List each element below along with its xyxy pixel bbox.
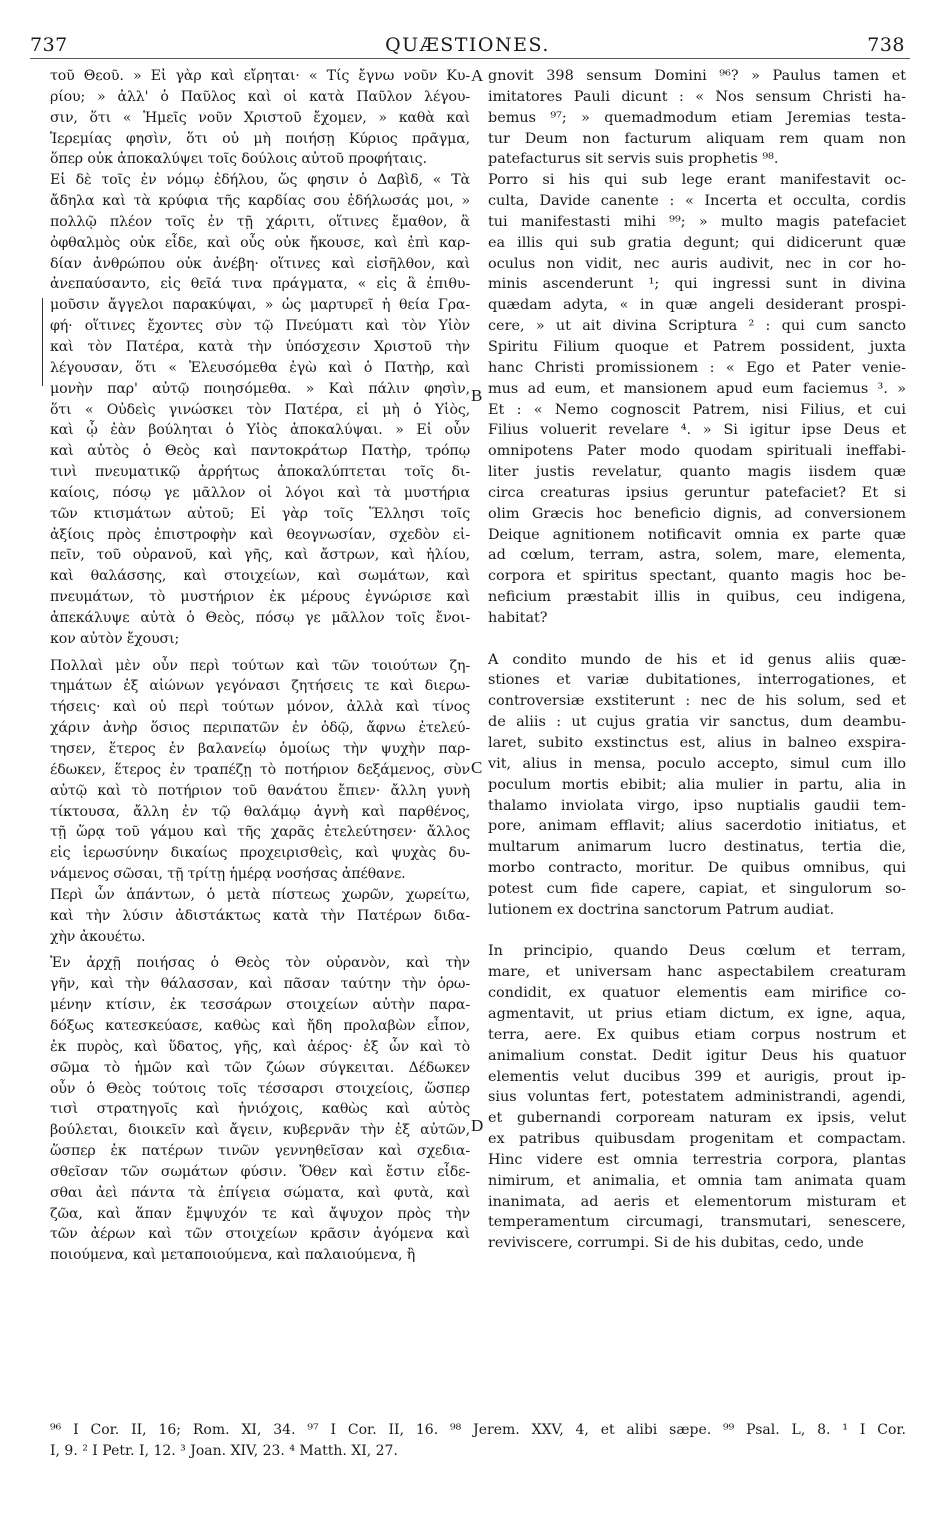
text-line: Ἱερεμίας φησὶν, ὅτι οὐ μὴ ποιήσῃ Κύριος πρᾶγμα, [50, 130, 470, 147]
text-line: gnovit 398 sensum Domini ⁹⁶? » Paulus tamen et [488, 68, 906, 84]
text-line: ὀφθαλμὸς οὐκ εἶδε, καὶ οὖς οὐκ ἤκουσε, καὶ ἐπὶ καρ- [50, 234, 470, 251]
text-line: πολλῷ πλέον τοῖς ἐν τῇ χάριτι, οἵτινες ἔμαθον, ἃ [50, 213, 470, 230]
page-number-right: 738 [867, 34, 905, 56]
text-line: σιν, ὅτι « Ἡμεῖς νοῦν Χριστοῦ ἔχομεν, » καθὰ καὶ [50, 109, 470, 126]
text-line: In principio, quando Deus cœlum et terram, [488, 943, 906, 960]
text-line: Πολλαὶ μὲν οὖν περὶ τούτων καὶ τῶν τοιούτων ζη- [50, 657, 470, 674]
text-line: φή· οἵτινες ἔχοντες σὺν τῷ Πνεύματι καὶ τὸν Υἱὸν [50, 318, 470, 335]
text-line: mare, et universam hanc aspectabilem creaturam [488, 964, 906, 981]
text-line: laret, subito exstinctus est, alius in balneo exspira- [488, 735, 906, 751]
text-line: potest cum fide capere, capiat, et singulorum so- [488, 880, 906, 897]
text-line: stiones et variæ dubitationes, interrogationes, et [488, 672, 906, 689]
text-line: cere, » ut ait divina Scriptura ² : qui cum sancto [488, 318, 906, 335]
text-line: Hinc videre est omnia terrestria corpora, plantas [488, 1151, 906, 1168]
text-line: αὐτῷ καὶ τὸ ποτήριον τοῦ θανάτου ἔπιεν· ἄλλη γυνὴ [50, 782, 470, 799]
page-number-left: 737 [30, 34, 68, 56]
text-line: ἐκ πυρὸς, καὶ ὕδατος, γῆς, καὶ ἀέρος· ἐξ ὧν καὶ τὸ [50, 1038, 470, 1055]
text-line: imitatores Pauli dicunt : « Nos sensum Christi ha- [488, 88, 906, 105]
text-line: γῆν, καὶ τὴν θάλασσαν, καὶ πᾶσαν ταύτην τὴν ὁρω- [50, 976, 470, 993]
page-header [30, 34, 905, 64]
running-title: QUÆSTIONES. [385, 34, 550, 56]
text-line: ex patribus quibusdam progenitam et compactam. [488, 1131, 906, 1148]
text-line: τήσεις· καὶ οὐ περὶ τούτων μόνον, ἀλλὰ καὶ τίνος [50, 699, 470, 716]
text-line: lutionem ex doctrina sanctorum Patrum audiat. [488, 901, 835, 918]
text-line: pore, animam efflavit; alius sacerdotio initiatus, et [488, 818, 906, 835]
text-line: ἄδηλα καὶ τὰ κρύφια τῆς καρδίας σου ἐδήλωσάς μοι, » [50, 193, 470, 210]
margin-letter-d: D [471, 1116, 484, 1135]
text-line: tui manifestasti mihi ⁹⁹; » multo magis patefaciet [488, 213, 906, 230]
text-line: καὶ τὴν λύσιν ἀδιστάκτως κατὰ τὴν Πατέρων διδα- [50, 907, 470, 924]
text-line: condidit, ex quatuor elementis eam mirifice co- [488, 985, 906, 1002]
text-line: κον αὐτὸν ἔχουσι; [50, 630, 180, 647]
text-line: Filius voluerit revelare ⁴. » Si igitur ipse Deus et [488, 422, 906, 439]
text-line: temperamentum circumagi, transmutari, senescere, [488, 1214, 906, 1231]
text-line: mus ad eum, et mansionem apud eum faciemus ³. » [488, 380, 906, 397]
text-line: de aliis : ut cujus gratia vir sanctus, dum deambu- [488, 714, 906, 731]
paragraph-gap [488, 629, 906, 650]
text-line: δίαν ἀνθρώπου οὐκ ἀνέβη· οἵτινες καὶ εἰσῆλθον, καὶ [50, 255, 470, 272]
text-line: multarum animarum lucro destinatus, tertia die, [488, 839, 906, 856]
paragraph-gap [488, 921, 906, 942]
text-line: vit, alius in mensa, poculo accepto, simul cum illo [488, 755, 906, 772]
text-line: Et : « Nemo cognoscit Patrem, nisi Filius, et cui [488, 401, 906, 418]
text-line: τῇ ὥρᾳ τοῦ γάμου καὶ τῆς χαρᾶς ἐτελεύτησεν· ἄλλος [50, 824, 470, 841]
text-line: καὶ ᾧ ἐὰν βούληται ὁ Υἱὸς ἀποκαλύψαι. » Εἰ οὖν [50, 422, 470, 439]
text-line: hanc Christi promissionem : « Ego et Pater venie- [488, 359, 906, 376]
margin-letter-b: B [471, 386, 483, 405]
text-line: ἀνεπαύσαντο, εἰς θεῖά τινα πράγματα, « εἰς ἃ ἐπιθυ- [50, 276, 470, 293]
text-line: τισὶ στρατηγοῖς καὶ ἡνιόχοις, καθὼς καὶ αὐτὸς [50, 1101, 470, 1118]
text-line: ἀπεκάλυψε αὐτὰ ὁ Θεὸς, πόσῳ γε μᾶλλον τοῖς ἔνοι- [50, 609, 470, 626]
text-line: tur Deum non facturum aliquam rem quam non [488, 130, 906, 147]
text-line: Deique agnitionem notificavit omnia ex parte quæ [488, 526, 906, 543]
text-line: agmentavit, ut prius etiam dictum, ex igne, aqua, [488, 1005, 906, 1022]
text-line: nimirum, et animalia, et omnia tam animata quam [488, 1172, 906, 1189]
text-line: patefacturus sit servis suis prophetis ⁹⁸. [488, 151, 779, 168]
text-line: τινὶ πνευματικῷ ἀρρήτως ἀποκαλύπτεται τοῖς δι- [50, 464, 470, 481]
text-line: πεῖν, τοῦ οὐρανοῦ, καὶ γῆς, καὶ ἄστρων, καὶ ἡλίου, [50, 547, 470, 564]
text-line: neficium præstabit illis in quibus, ceu indigena, [488, 589, 906, 606]
text-line: thalamo inviolata virgo, ipso nuptialis gaudii tem- [488, 797, 906, 814]
text-line: culta, Davide canente : « Incerta et occulta, cordis [488, 193, 906, 210]
text-line: liter justis revelatur, quanto magis iisdem quæ [488, 464, 906, 481]
text-line: χὴν ἀκουέτω. [50, 928, 146, 945]
text-line: reviviscere, corrumpi. Si de his dubitas, cedo, unde [488, 1235, 864, 1252]
text-line: elementis velut ducibus 399 et aurigis, prout ip- [488, 1068, 906, 1085]
text-line: ea illis qui sub gratia degunt; qui didicerunt quæ [488, 234, 906, 251]
text-line: εἰς ἱερωσύνην δικαίως προχειρισθεὶς, καὶ ψυχὰς δυ- [50, 845, 470, 862]
text-line: τίκτουσα, ἄλλη ἐν τῷ θαλάμῳ ἁγνὴ καὶ παρθένος, [50, 803, 470, 820]
text-line: σῶμα τὸ ἡμῶν καὶ τῶν ζώων σύγκειται. Δέδωκεν [50, 1059, 470, 1076]
text-line: oculus non vidit, nec auris audivit, nec in cor ho- [488, 255, 906, 272]
text-line: τῶν ἀέρων καὶ τῶν στοιχείων κρᾶσιν ἀγόμενα καὶ [50, 1226, 470, 1243]
text-line: poculum mortis ebibit; alia mulier in partu, alia in [488, 776, 906, 793]
text-line: ὅτι « Οὐδεὶς γινώσκει τὸν Πατέρα, εἰ μὴ ὁ Υἱὸς, [50, 401, 470, 418]
margin-bracket [42, 298, 51, 386]
text-line: οὖν ὁ Θεὸς τούτοις τοῖς τέσσαρσι στοιχείοις, ὥσπερ [50, 1080, 470, 1097]
text-line: μοῦσιν ἄγγελοι παρακύψαι, » ὡς μαρτυρεῖ ἡ θεία Γρα- [50, 297, 470, 314]
text-line: μονὴν παρ' αὐτῷ ποιησόμεθα. » Καὶ πάλιν φησὶν, [50, 380, 470, 397]
text-line: τημάτων ἐξ αἰώνων γεγόνασι ζητήσεις τε καὶ διερω- [50, 678, 470, 695]
text-line: ποιούμενα, καὶ μεταποιούμενα, καὶ παλαιούμενα, ἢ [50, 1247, 416, 1264]
text-line: quædam adyta, « in quæ angeli desiderant prospi- [488, 297, 906, 314]
text-line: Porro si his qui sub lege erant manifestavit oc- [488, 172, 906, 189]
text-line: bemus ⁹⁷; » quemadmodum etiam Jeremias testa- [488, 109, 906, 126]
text-line: καὶ θαλάσσης, καὶ στοιχείων, καὶ σωμάτων, καὶ [50, 568, 470, 585]
margin-letter-c: C [471, 758, 483, 777]
text-line: χάριν ἀνὴρ ὅσιος περιπατῶν ἐν ὁδῷ, ἄφνω ἐτελεύ- [50, 720, 470, 737]
text-line: τῶν κτισμάτων αὐτοῦ; Εἰ γὰρ τοῖς Ἕλλησι τοῖς [50, 505, 470, 522]
header-rule [30, 58, 910, 59]
text-line: corpora et spiritus spectant, quanto magis hoc be- [488, 568, 906, 585]
text-line: ad cœlum, terram, astra, solem, mare, elementa, [488, 547, 906, 564]
text-line: A condito mundo de his et id genus aliis quæ- [488, 651, 906, 668]
text-line: ἀξίοις πρὸς ἐπιστροφὴν καὶ θεογνωσίαν, σχεδὸν εἰ- [50, 526, 470, 543]
text-line: βούλεται, διοικεῖν καὶ ἄγειν, κυβερνᾶν τὴν ἐξ αὐτῶν, [50, 1122, 470, 1139]
text-line: Εἰ δὲ τοῖς ἐν νόμῳ ἐδήλου, ὥς φησιν ὁ Δαβὶδ, « Τὰ [50, 172, 470, 189]
text-line: ρίου; » ἀλλ' ὁ Παῦλος καὶ οἱ κατὰ Παῦλον λέγου- [50, 88, 470, 105]
text-line: Spiritu Filium quoque et Patrem possident, juxta [488, 338, 906, 355]
footnotes [50, 1420, 906, 1462]
text-line: Περὶ ὧν ἁπάντων, ὁ μετὰ πίστεως χωρῶν, χωρείτω, [50, 886, 470, 903]
text-line: ζῶα, καὶ ἅπαν ἔμψυχόν τε καὶ ἄψυχον πρὸς τὴν [50, 1205, 470, 1222]
text-line: ὥσπερ ἐκ πατέρων τινῶν γεννηθεῖσαν καὶ σχεδια- [50, 1143, 470, 1160]
text-line: morbo contracto, moritur. De quibus omnibus, qui [488, 860, 906, 877]
margin-letter-a: A [471, 66, 484, 85]
footnote-line: I, 9. ² I Petr. I, 12. ³ Joan. XIV, 23. ⁴ Matth. XI, 27. [50, 1443, 398, 1459]
text-line: σθαι ἀεὶ πάντα τὰ ἐπίγεια σώματα, καὶ φυτὰ, καὶ [50, 1184, 470, 1201]
footnote-line: ⁹⁶ I Cor. II, 16; Rom. XI, 34. ⁹⁷ I Cor. II, 16. ⁹⁸ Jerem. XXV, 4, et alibi sæpe. ⁹⁹ Psal. L, 8. ¹ I Cor. [50, 1422, 906, 1438]
text-line: νάμενος σῶσαι, τῇ τρίτῃ ἡμέρᾳ νοσήσας ἀπέθανε. [50, 866, 406, 883]
text-line: σθεῖσαν τῶν σωμάτων φύσιν. Ὅθεν καὶ ἔστιν εἶδε- [50, 1163, 470, 1180]
text-line: ὅπερ οὐκ ἀποκαλύψει τοῖς δούλοις αὐτοῦ προφήταις. [50, 151, 427, 168]
text-line: λέγουσαν, ὅτι « Ἐλευσόμεθα ἐγὼ καὶ ὁ Πατὴρ, καὶ [50, 359, 470, 376]
text-line: καίοις, πόσῳ γε μᾶλλον οἱ λόγοι καὶ τὰ μυστήρια [50, 484, 470, 501]
text-line: olim Græcis hoc beneficio dignis, ad conversionem [488, 505, 906, 522]
text-line: Ἐν ἀρχῇ ποιήσας ὁ Θεὸς τὸν οὐρανὸν, καὶ τὴν [50, 955, 470, 972]
text-line: minis ascenderunt ¹; qui ingressi sunt in divina [488, 276, 906, 293]
latin-column [488, 66, 906, 1254]
text-line: πνευμάτων, τὸ μυστήριον ἐκ μέρους ἐγνώρισε καὶ [50, 589, 470, 606]
text-line: habitat? [488, 609, 548, 626]
text-line: τησεν, ἕτερος ἐν βαλανείῳ ὁμοίως τὴν ψυχὴν παρ- [50, 741, 470, 757]
greek-column [50, 66, 470, 1266]
text-line: omnipotens Pater modo quodam spirituali ineffabi- [488, 443, 906, 460]
text-line: animalium constat. Dedit igitur Deus his quatuor [488, 1047, 906, 1064]
text-line: καὶ αὐτὸς ὁ Θεὸς καὶ παντοκράτωρ Πατὴρ, τρόπῳ [50, 443, 470, 460]
text-line: καὶ τὸν Πατέρα, κατὰ τὴν ὑπόσχεσιν Χριστοῦ τὴν [50, 338, 470, 355]
text-line: sius voluntas fert, potestatem administrandi, agendi, [488, 1089, 906, 1106]
text-line: controversiæ exstiterunt : nec de his solum, sed et [488, 693, 906, 710]
text-line: δόξως κατεσκεύασε, καθὼς καὶ ἤδη προλαβὼν εἶπον, [50, 1017, 470, 1034]
text-line: circa creaturas ipsius geruntur patefaciet? Et si [488, 484, 906, 501]
text-line: terra, aere. Ex quibus etiam corpus nostrum et [488, 1026, 906, 1043]
text-line: et gubernandi corpoream naturam ex ipsis, velut [488, 1110, 906, 1127]
text-line: inanimata, ad aeris et elementorum misturam et [488, 1193, 906, 1210]
text-line: μένην κτίσιν, ἐκ τεσσάρων στοιχείων αὐτὴν παρα- [50, 997, 470, 1014]
text-line: τοῦ Θεοῦ. » Εἰ γὰρ καὶ εἴρηται· « Τίς ἔγνω νοῦν Κυ- [50, 68, 470, 84]
text-line: έδωκεν, ἕτερος ἐν τραπέζῃ τὸ ποτήριον δεξάμενος, σὺν [50, 761, 470, 778]
